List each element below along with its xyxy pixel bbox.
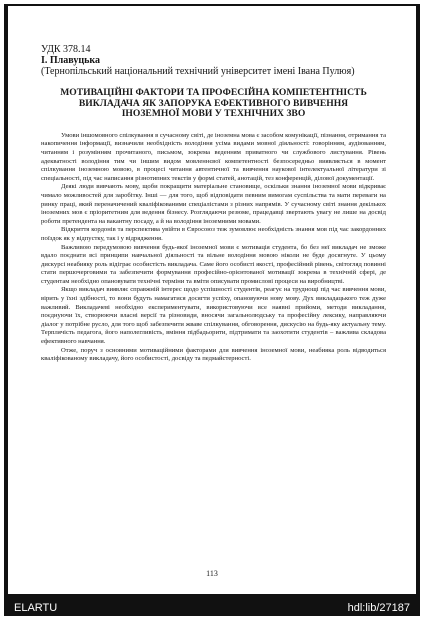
udc-code: УДК 378.14	[41, 44, 91, 55]
repository-label: ELARTU	[14, 602, 58, 614]
author-name: І. Плавуцька	[41, 55, 100, 66]
document-page	[8, 6, 416, 594]
paragraph-3: Відкриття кордонів та перспектива увійти в Євросоюз теж зумовлює необхідність знання мов під час закордонних поїздок як у відпустку, так і у відрядження.	[41, 226, 386, 242]
paragraph-6: Отже, поруч з основними мотиваційними факторами для вивчення іноземної мови, неабияка роль відводиться кваліфікованому викладачу, його особистості, досвіду та педмайстерності.	[41, 346, 386, 363]
paragraph-5: Якщо викладач виявляє справжній інтерес щодо успішності студентів, реагує на труднощі під час вивчення мови, вірить у їхні здібності, то вони будуть намагатися досягти успіху, опановуючи нову мову. Дух викладацького теж дуже важливий. Викладачеві необхідно експериментувати, використовуючи все наявні прийоми, методи викладання, поєднуючи їх, створюючи власні версії та різновиди, вносячи загальнолюдську та професійну лексику, направляючи діалог у потрібне русло, для того щоб забезпечити жваве спілкування, обговорення, дискусію на будь-яку актуальну тему. Терплячість педагога, його наполегливість, вміння підбадьорити, підтримати та заохотити студентів – важлива складова ефективного навчання.	[41, 286, 386, 346]
title-line-1: МОТИВАЦІЙНІ ФАКТОРИ ТА ПРОФЕСІЙНА КОМПЕТЕНТНІСТЬ	[60, 87, 367, 98]
paragraph-2: Деякі люди вивчають мову, щоби покращити матеріальне становище, оскільки знання іноземної мови відкриває чимало можливостей для заробітку. Інші — для того, щоб відповідати певним вимогам суспільства та мати переваги на ринку праці, який переначичений кваліфікованими спеціалістами з різних напрямів. У сучасному світі знання декількох іноземних мов є пріоритетним для ведення бізнесу. Розглядаючи резюме, працедавці звертають увагу не лише на досвід роботи претендента на вакантну посаду, а й на володіння іноземними мовами.	[41, 183, 386, 225]
handle-label: hdl:lib/27187	[347, 602, 410, 614]
title-line-2: ВИКЛАДАЧА ЯК ЗАПОРУКА ЕФЕКТИВНОГО ВИВЧЕННЯ	[78, 97, 349, 109]
page-frame	[4, 4, 420, 616]
article-title	[41, 88, 386, 120]
paragraph-1: Умови іншомовного спілкування в сучасному світі, де іноземна мова є засобом комунікації, пізнання, отримання та накопичення інформації, визначили необхідність володіння усіма видами мовної діяльності: говорінням, аудіюванням, читанням і розумінням прочитаного, письмом, зокрема веденням приватного чи службового листування. Рівень адекватності володіння тим чи іншим видом мовленнєвої компетентності безпосередньо виявляється в момент спілкування іноземною мовою, в процесі читання автентичної та вивчення наукової інтелектуальної літератури зі спеціальності, під час написання різнотипних текстів у формі статей, анотацій, тез конференцій, ділової документації.	[41, 131, 386, 182]
page-number: 113	[206, 569, 218, 578]
title-line-3: ІНОЗЕМНОЇ МОВИ У ТЕХНІЧНИХ ЗВО	[121, 108, 306, 120]
author-affiliation: (Тернопільський національний технічний університет імені Івана Пулюя)	[41, 66, 355, 77]
article-content	[41, 44, 386, 364]
paragraph-4: Важливою передумовою вивчення будь-якої іноземної мови є мотивація студента, бо без неї викладач не зможе вдало поєднати всі принципи навчальної діяльності та вільне володіння мовою ніколи не буде досягнуте. У цьому дискурсі неабияку роль відіграє особистість викладача. Саме його особисті якості, професійний рівень, світогляд повинні стати першочерговими та забезпечити формування професійно-орієнтованої мотивації зокрема в технічній сфері, де студентам необхідно опановувати технічні терміни та вміти описувати промислові процеси на виробництві.	[41, 243, 386, 285]
